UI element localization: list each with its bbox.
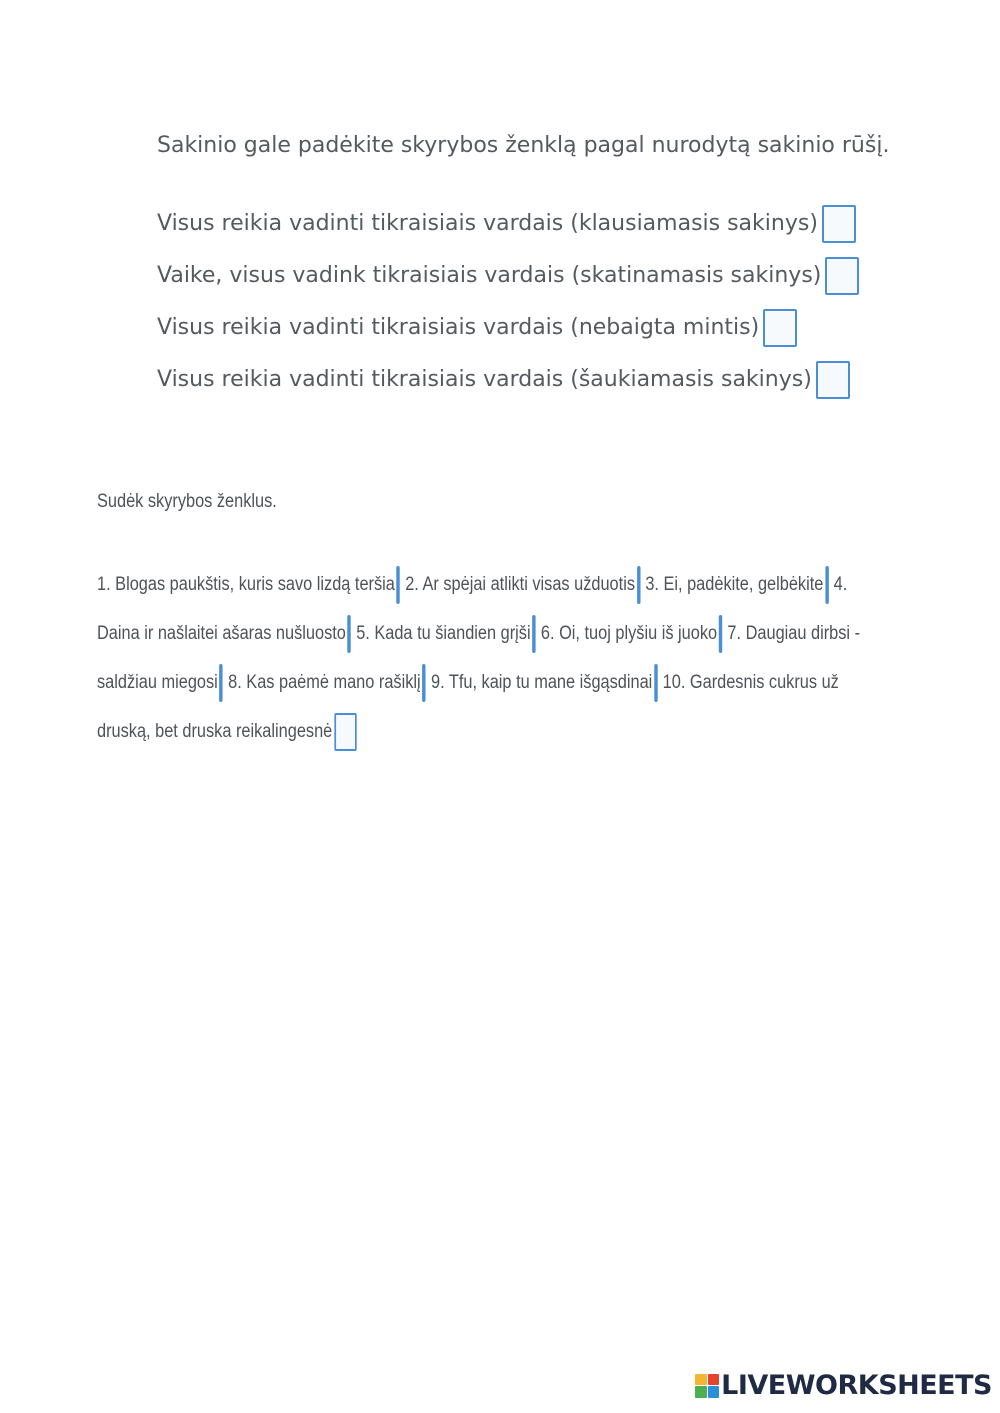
sentence-text: Visus reikia vadinti tikraisiais vardais (šaukiamasis sakinys) <box>157 367 812 392</box>
answer-input-box[interactable] <box>334 713 356 751</box>
logo-square <box>695 1386 707 1398</box>
sentence-text: 2. Ar spėjai atlikti visas užduotis <box>405 573 635 595</box>
logo-text: LIVEWORKSHEETS <box>721 1370 992 1401</box>
answer-input-box[interactable] <box>348 615 351 653</box>
answer-input-box[interactable] <box>220 664 223 702</box>
liveworksheets-logo <box>695 1370 992 1401</box>
sentence-text: 6. Oi, tuoj plyšiu iš juoko <box>540 622 718 644</box>
sentence-text: 8. Kas paėmė mano rašiklį <box>228 671 421 693</box>
exercise-2-instruction: Sudėk skyrybos ženklus. <box>97 491 277 512</box>
logo-square <box>695 1374 707 1386</box>
liveworksheets-logo-icon <box>695 1374 719 1398</box>
exercise-2-line <box>97 707 819 756</box>
exercise-1-item <box>157 302 957 354</box>
answer-input-box[interactable] <box>822 205 856 243</box>
exercise-2-line <box>97 609 861 658</box>
logo-square <box>708 1374 720 1386</box>
sentence-text: saldžiau miegosi <box>97 671 218 693</box>
exercise-1-item <box>157 250 957 302</box>
answer-input-box[interactable] <box>654 664 657 702</box>
sentence-text: Vaike, visus vadink tikraisiais vardais (skatinamasis sakinys) <box>157 263 822 288</box>
sentence-text: 3. Ei, padėkite, gelbėkite <box>645 573 824 595</box>
exercise-2 <box>97 486 937 756</box>
sentence-text: 5. Kada tu šiandien grįši <box>356 622 531 644</box>
answer-input-box[interactable] <box>763 309 797 347</box>
exercise-1-instruction: Sakinio gale padėkite skyrybos ženklą pagal nurodytą sakinio rūšį. <box>157 133 890 158</box>
answer-input-box[interactable] <box>825 257 859 295</box>
answer-input-box[interactable] <box>637 566 640 604</box>
exercise-1-item <box>157 354 957 406</box>
answer-input-box[interactable] <box>816 361 850 399</box>
sentence-text: 9. Tfu, kaip tu mane išgąsdinai <box>430 671 653 693</box>
answer-input-box[interactable] <box>422 664 425 702</box>
sentence-text: 10. Gardesnis cukrus už <box>662 671 839 693</box>
sentence-text: druską, bet druska reikalingesnė <box>97 720 333 742</box>
exercise-2-line <box>97 560 848 609</box>
answer-input-box[interactable] <box>825 566 828 604</box>
exercise-2-line <box>97 658 839 707</box>
answer-input-box[interactable] <box>719 615 722 653</box>
sentence-text: Visus reikia vadinti tikraisiais vardais (klausiamasis sakinys) <box>157 211 818 236</box>
logo-square <box>708 1386 720 1398</box>
exercise-1-item <box>157 198 957 250</box>
exercise-1 <box>157 128 957 406</box>
sentence-text: Visus reikia vadinti tikraisiais vardais (nebaigta mintis) <box>157 315 760 340</box>
sentence-text: 1. Blogas paukštis, kuris savo lizdą teršia <box>97 573 395 595</box>
sentence-text: 7. Daugiau dirbsi - <box>727 622 861 644</box>
sentence-text: 4. <box>833 573 848 595</box>
answer-input-box[interactable] <box>532 615 535 653</box>
answer-input-box[interactable] <box>397 566 400 604</box>
sentence-text: Daina ir našlaitei ašaras nušluosto <box>97 622 346 644</box>
